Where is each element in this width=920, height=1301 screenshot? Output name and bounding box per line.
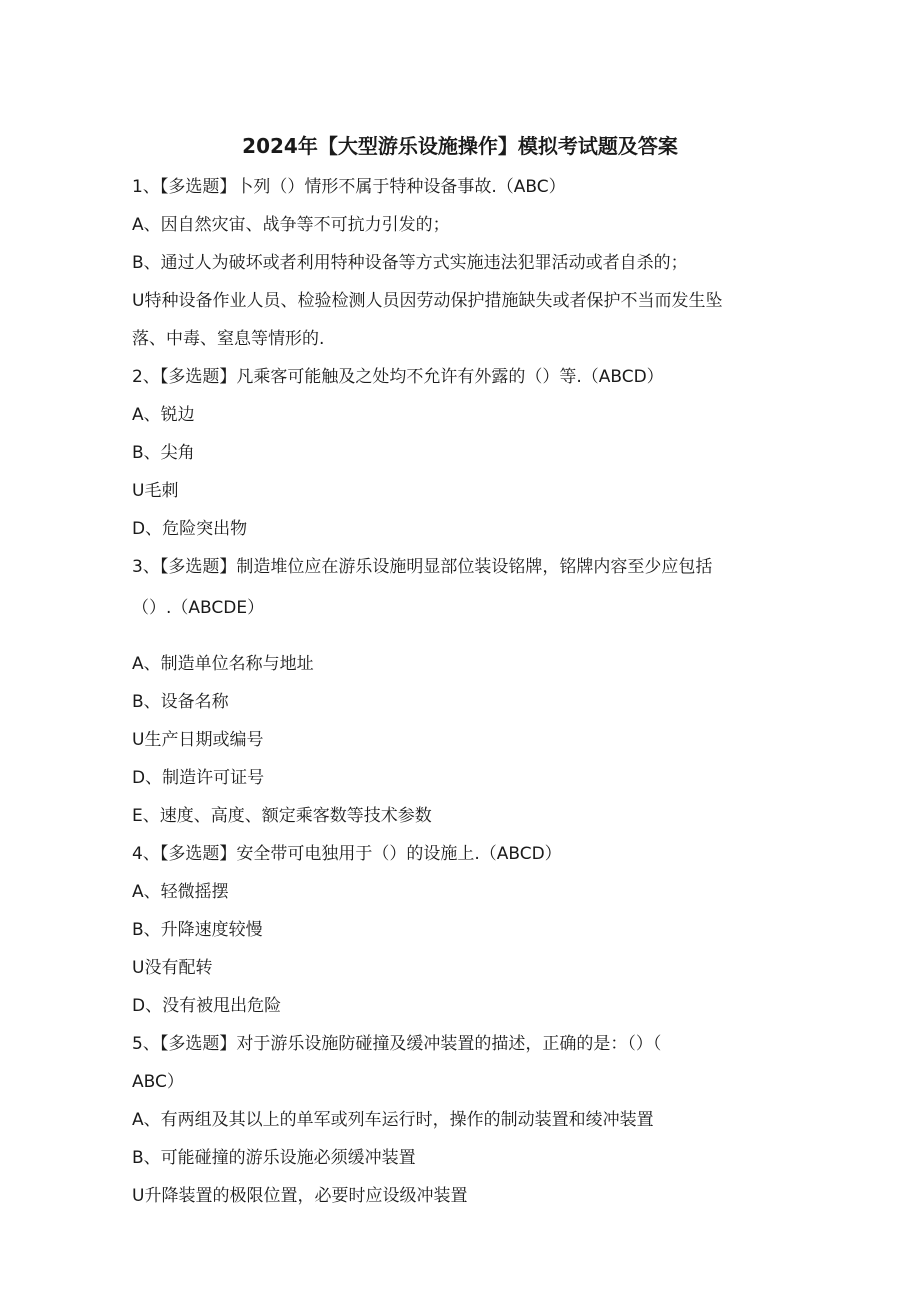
question-2-stem: 2、【多选题】凡乘客可能触及之处均不允许有外露的（）等.（ABCD） [132,367,664,387]
question-4-option-b: B、升降速度较慢 [132,920,263,940]
question-1-option-a: A、因自然灾宙、战争等不可抗力引发的； [132,215,450,235]
question-3-stem-continued: （）.（ABCDE） [132,598,265,618]
question-1-option-c: U特种设备作业人员、检验检测人员因劳动保护措施缺失或者保护不当而发生坠 [132,291,723,311]
question-2-option-a: A、锐边 [132,405,195,425]
question-3-stem: 3、【多选题】制造堆位应在游乐设施明显部位装设铭牌，铭牌内容至少应包括 [132,557,713,577]
question-5-option-c: U升降装置的极限位置，必要时应设级冲装置 [132,1186,468,1206]
question-2-option-d: D、危险突出物 [132,519,248,539]
question-4-option-d: D、没有被甩出危险 [132,996,282,1016]
question-3-option-e: E、速度、高度、额定乘客数等技术参数 [132,806,432,826]
question-3-option-d: D、制造许可证号 [132,768,265,788]
question-4-stem: 4、【多选题】安全带可电独用于（）的设施上.（ABCD） [132,844,562,864]
question-2-option-b: B、尖角 [132,443,195,463]
question-5-stem-continued: ABC） [132,1072,184,1092]
question-3-option-b: B、设备名称 [132,692,229,712]
page-title: 2024年【大型游乐设施操作】模拟考试题及答案 [242,134,678,158]
question-1-option-b: B、通过人为破坏或者利用特种设备等方式实施违法犯罪活动或者自杀的； [132,253,688,273]
question-5-stem: 5、【多选题】对于游乐设施防碰撞及缓冲装置的描述，正确的是：（）（ [132,1034,662,1054]
question-2-option-c: U毛刺 [132,481,179,501]
question-1-option-c-continued: 落、中毒、窒息等情形的. [132,329,325,349]
question-1-stem: 1、【多选题】卜列（）情形不属于特种设备事故.（ABC） [132,177,566,197]
question-5-option-a: A、有两组及其以上的单军或列车运行时，操作的制动装置和绫冲装置 [132,1110,654,1130]
question-3-option-c: U生产日期或编号 [132,730,264,750]
question-4-option-a: A、轻微摇摆 [132,882,229,902]
question-4-option-c: U没有配转 [132,958,213,978]
question-3-option-a: A、制造单位名称与地址 [132,654,314,674]
question-5-option-b: B、可能碰撞的游乐设施必须缓冲装置 [132,1148,416,1168]
